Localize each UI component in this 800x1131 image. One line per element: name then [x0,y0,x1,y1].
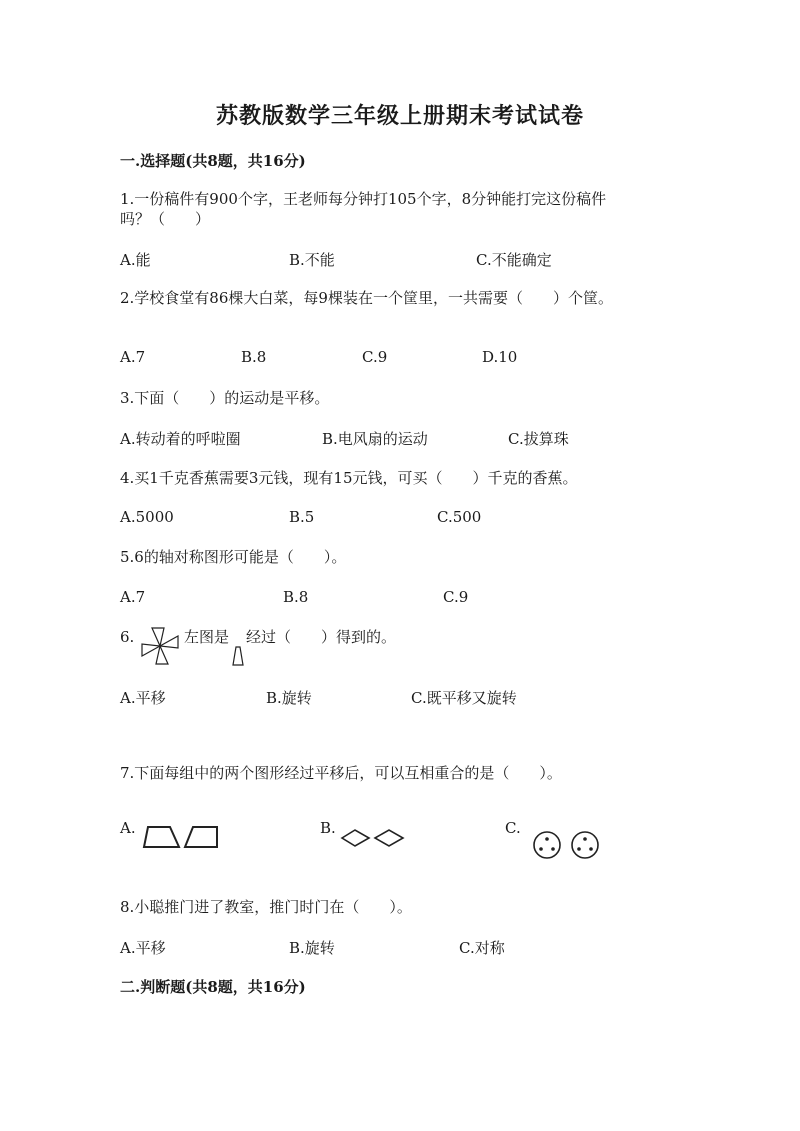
q7-option-a[interactable]: A. [120,819,136,837]
pinwheel-figure-icon [137,625,183,667]
q1-option-b[interactable]: B.不能 [289,251,335,269]
question-3-stem: 3.下面（ ）的运动是平移。 [120,389,330,407]
question-6-number: 6. [120,628,135,646]
q2-option-c[interactable]: C.9 [362,348,388,366]
q2-option-d[interactable]: D.10 [482,348,518,366]
rhombus-pair-icon [339,827,409,849]
q3-option-a[interactable]: A.转动着的呼啦圈 [120,430,241,448]
q6-option-a[interactable]: A.平移 [120,689,166,707]
q4-option-b[interactable]: B.5 [289,508,315,526]
page-title: 苏教版数学三年级上册期末考试试卷 [215,103,584,129]
q3-option-c[interactable]: C.拔算珠 [508,430,569,448]
q5-option-a[interactable]: A.7 [120,588,146,606]
q4-option-c[interactable]: C.500 [437,508,482,526]
question-4-stem: 4.买1千克香蕉需要3元钱，现有15元钱，可买（ ）千克的香蕉。 [120,469,578,487]
q5-option-b[interactable]: B.8 [283,588,309,606]
q2-option-a[interactable]: A.7 [120,348,146,366]
trapezoid-pair-icon [141,824,223,850]
q8-option-b[interactable]: B.旋转 [289,939,335,957]
section-heading-true-false: 二.判断题(共8题，共16分) [120,978,306,996]
q1-option-c[interactable]: C.不能确定 [476,251,552,269]
q7-option-b[interactable]: B. [320,819,336,837]
dotted-circle-pair-icon [531,829,605,861]
triangle-figure-icon [231,645,245,667]
q6-option-b[interactable]: B.旋转 [266,689,312,707]
q8-option-a[interactable]: A.平移 [120,939,166,957]
question-6-stem-a: 左图是 [184,628,230,646]
q6-option-c[interactable]: C.既平移又旋转 [411,689,517,707]
question-6-stem-b: 经过（ ）得到的。 [246,628,397,646]
question-7-stem: 7.下面每组中的两个图形经过平移后，可以互相重合的是（ ）。 [120,764,562,782]
q8-option-c[interactable]: C.对称 [459,939,505,957]
q7-option-c[interactable]: C. [505,819,521,837]
question-5-stem: 5.6的轴对称图形可能是（ ）。 [120,548,347,566]
section-heading-choice: 一.选择题(共8题，共16分) [120,152,306,170]
q3-option-b[interactable]: B.电风扇的运动 [322,430,428,448]
q5-option-c[interactable]: C.9 [443,588,469,606]
q2-option-b[interactable]: B.8 [241,348,267,366]
question-1-stem-cont: 吗？（ ） [120,210,211,228]
question-1-stem: 1.一份稿件有900个字，王老师每分钟打105个字，8分钟能打完这份稿件 [120,190,607,208]
question-8-stem: 8.小聪推门进了教室，推门时门在（ ）。 [120,898,412,916]
q1-option-a[interactable]: A.能 [120,251,151,269]
question-2-stem: 2.学校食堂有86棵大白菜，每9棵装在一个筐里，一共需要（ ）个筐。 [120,289,613,307]
q4-option-a[interactable]: A.5000 [120,508,174,526]
